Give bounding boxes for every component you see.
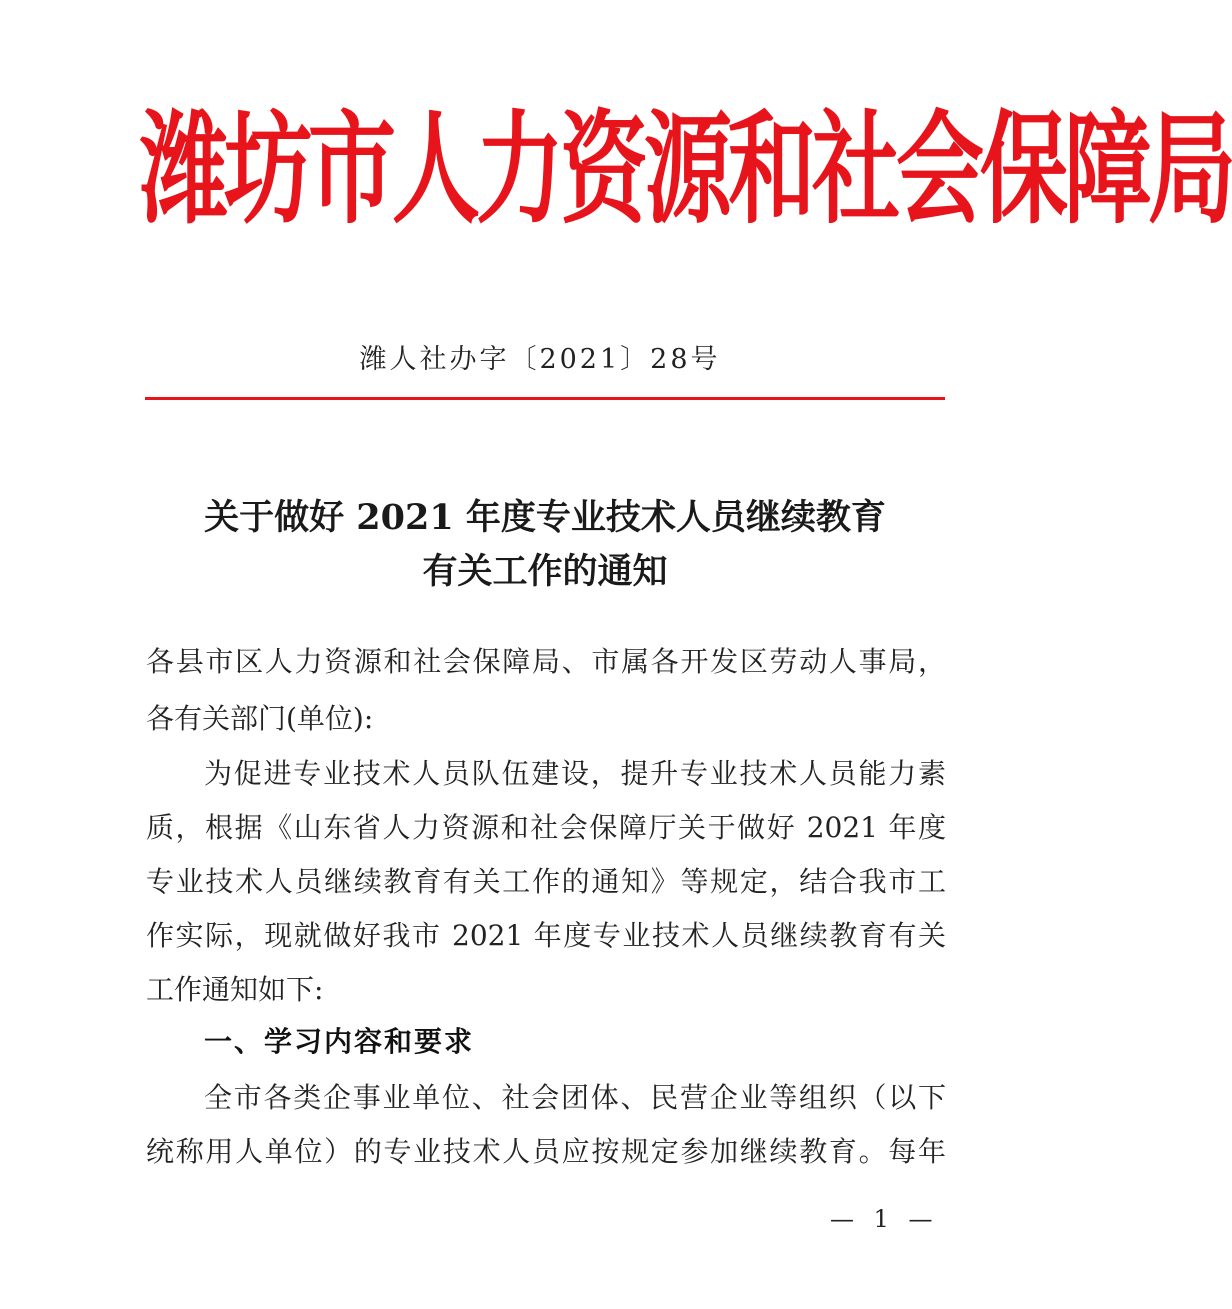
paragraph-1-line-5: 工作通知如下: <box>146 973 324 1006</box>
paragraph-1-line-2: 质，根据《山东省人力资源和社会保障厅关于做好 2021 年度 <box>146 811 946 844</box>
section-1-heading: 一、学习内容和要求 <box>204 1025 475 1058</box>
red-divider-line <box>145 397 945 400</box>
paragraph-1-line-1: 为促进专业技术人员队伍建设，提升专业技术人员能力素 <box>204 757 946 790</box>
paragraph-2-line-1: 全市各类企事业单位、社会团体、民营企业等组织（以下 <box>204 1081 946 1114</box>
paragraph-2-line-2: 统称用人单位）的专业技术人员应按规定参加继续教育。每年 <box>146 1135 946 1168</box>
issuer-masthead: 潍坊市人力资源和社会保障局 <box>140 98 1232 241</box>
paragraph-1-line-3: 专业技术人员继续教育有关工作的通知》等规定，结合我市工 <box>146 865 946 898</box>
addressee-line-2: 各有关部门(单位): <box>146 702 374 735</box>
document-number: 潍人社办字〔2021〕28号 <box>359 344 721 375</box>
page-number: — 1 — <box>830 1205 939 1233</box>
document-title-line-2: 有关工作的通知 <box>422 551 668 592</box>
paragraph-1-line-4: 作实际，现就做好我市 2021 年度专业技术人员继续教育有关 <box>146 919 946 952</box>
document-title-line-1: 关于做好 2021 年度专业技术人员继续教育 <box>204 497 886 538</box>
addressee-line-1: 各县市区人力资源和社会保障局、市属各开发区劳动人事局， <box>146 645 946 678</box>
